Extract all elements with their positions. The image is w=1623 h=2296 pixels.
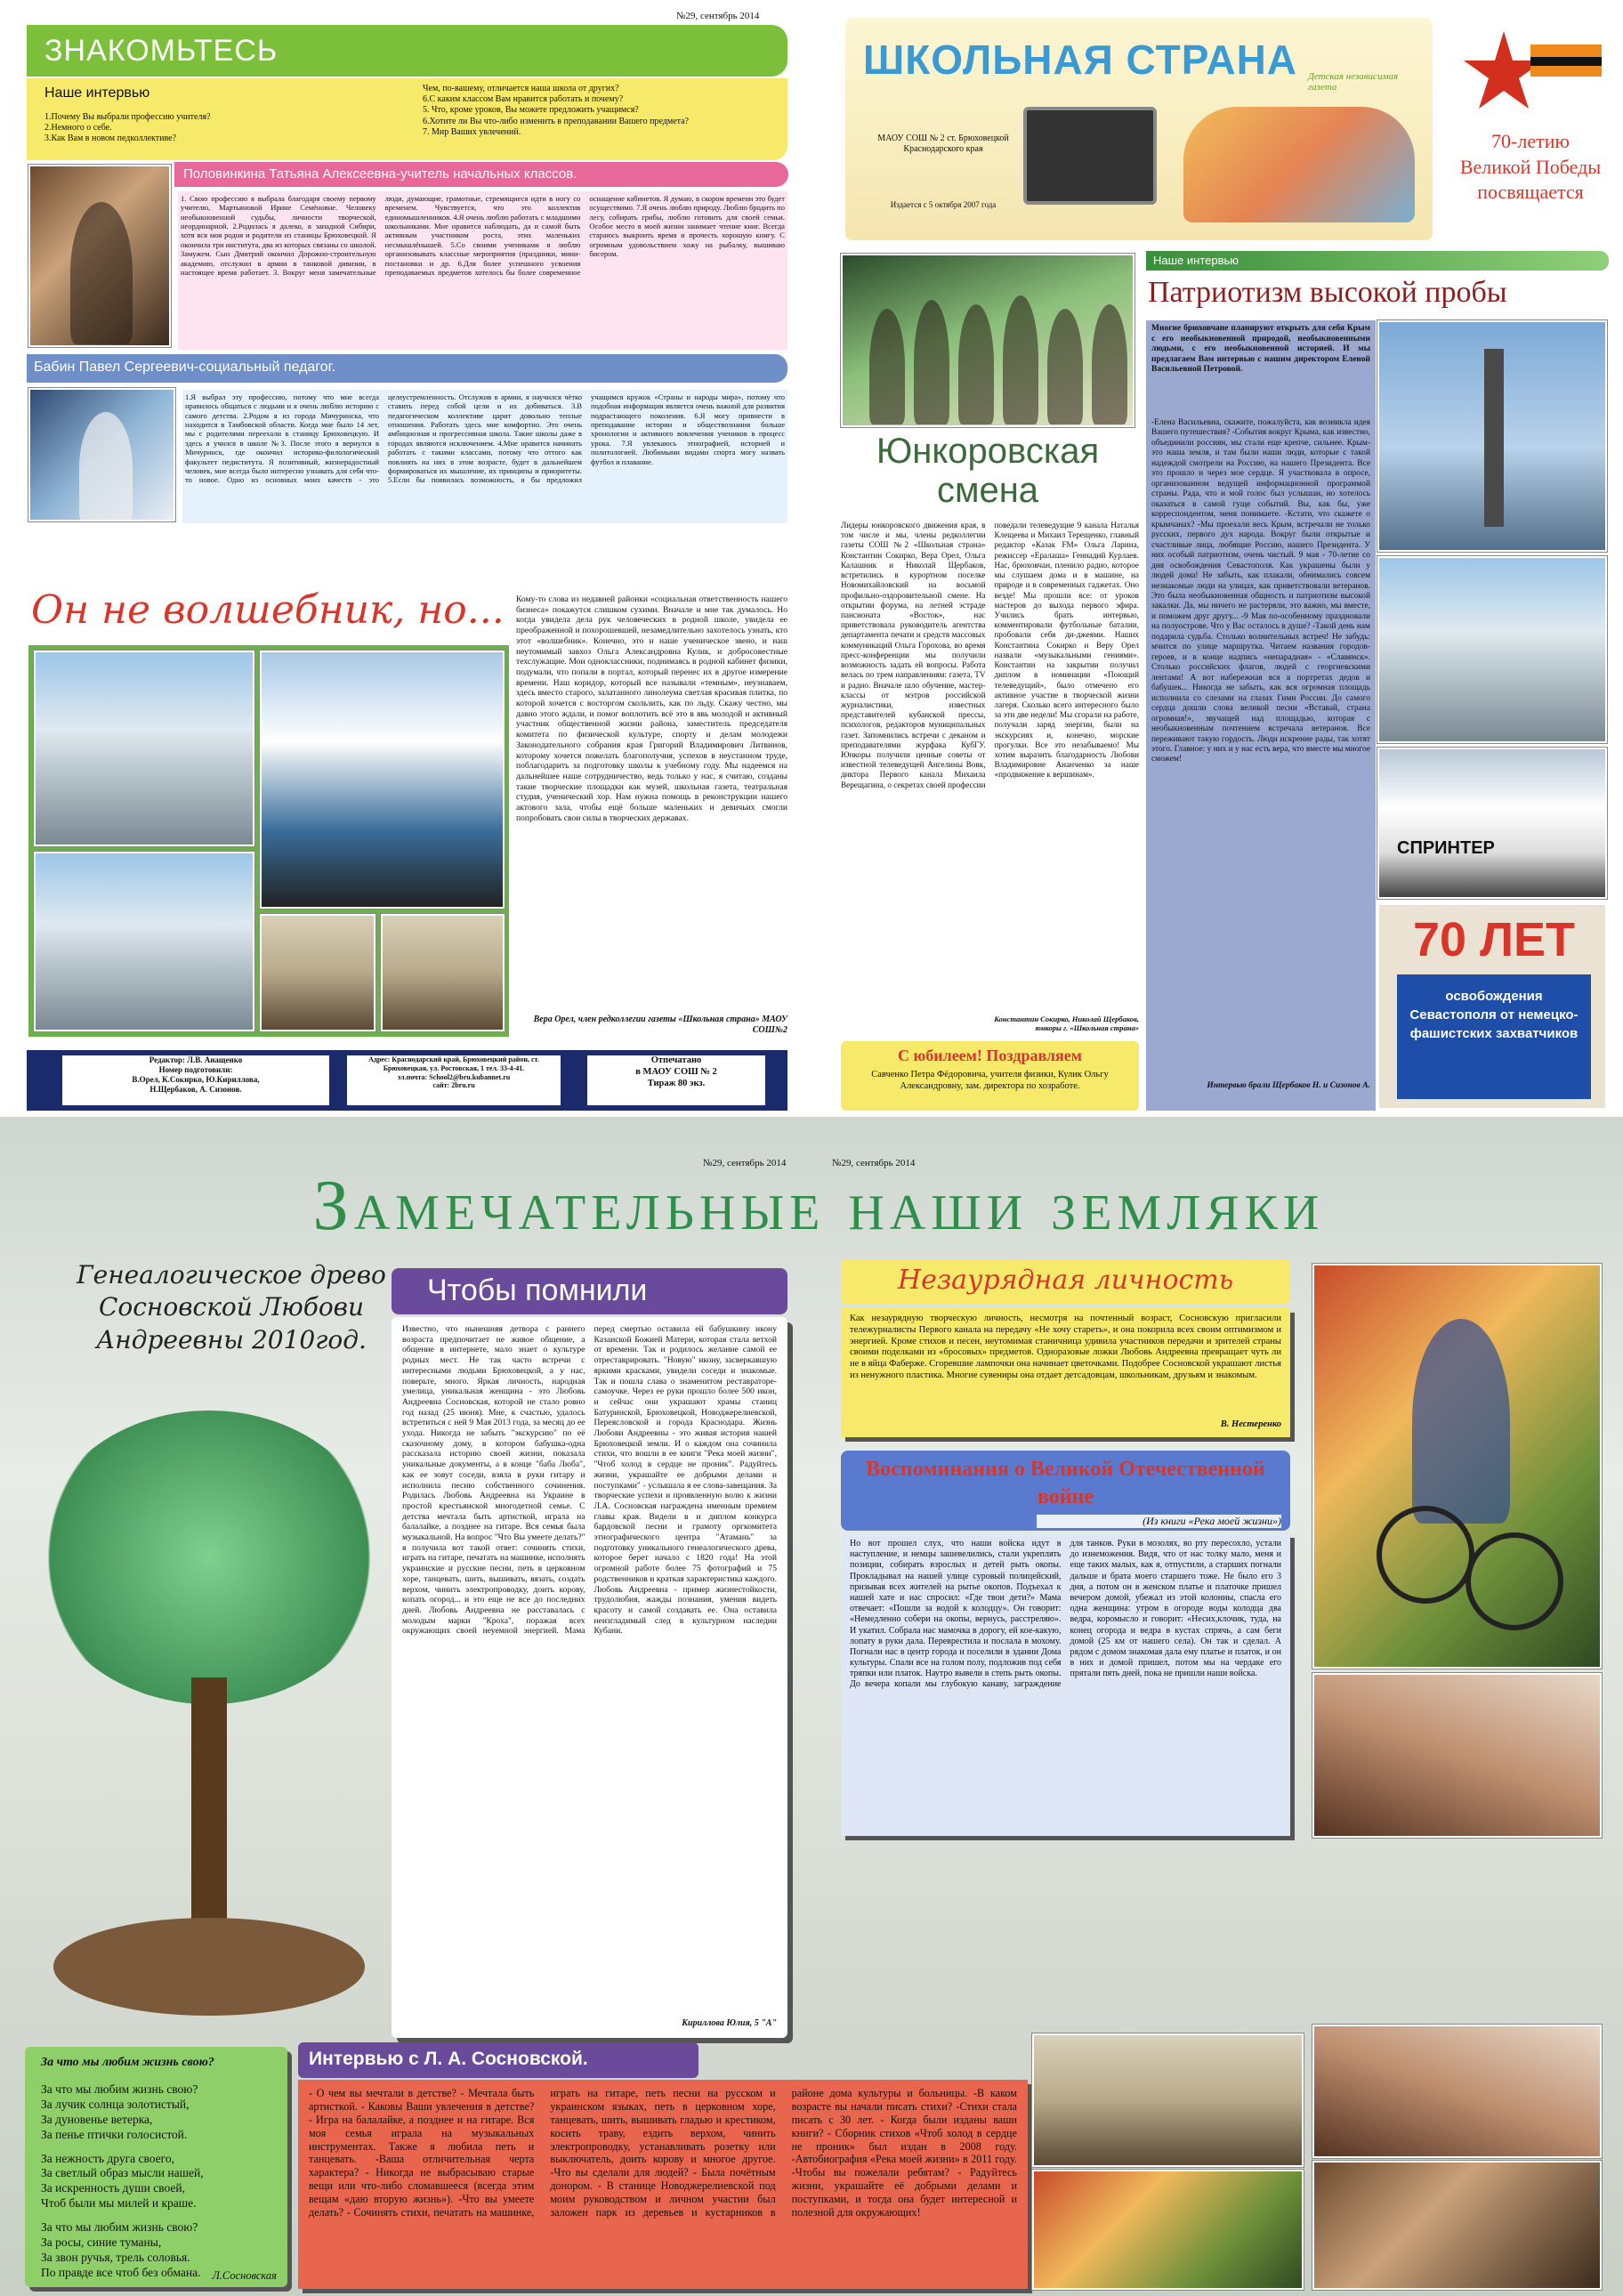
interview-questions-right: Чем, по-вашему, отличается наша школа от других? 6.С каким классом Вам нравится работать и почему? 5. Что, кроме уроков, Вы можете предложить учащимся? 6.Хотите ли Вы что-либо изменить в преподавании Вашего предмета? 7. Мир Ваших увлечений.: [423, 84, 689, 137]
victory-label: 70-летию Великой Победы посвящается: [1459, 130, 1602, 204]
remember-signature: Кириллова Юлия, 5 "А": [682, 2018, 777, 2028]
genealogy-tree: [18, 1411, 400, 2033]
poem-box: [25, 2047, 287, 2287]
book-photo: [1032, 2033, 1304, 2167]
top-spread: [0, 0, 1623, 1112]
footer-bar: [27, 1050, 787, 1111]
magician-photo-2: [260, 651, 505, 909]
masthead-title: ШКОЛЬНАЯ СТРАНА: [863, 36, 1298, 83]
remember-title: Чтобы помнили: [427, 1273, 648, 1307]
interview-box: [27, 78, 787, 160]
patriot-signature: Интервью брали Щербаков Н. и Сизонов А.: [1207, 1081, 1370, 1090]
teacher2-text: 1.Я выбрал эту профессию, потому что мне всегда нравилось общаться с людьми и я очень люблю историю с самого детства. 2.Родом я из города Мичуринска, что находится в Тамбовской области. Когда мне было 14 лет, мы с родителями переехали в станицу Брюховецкую. И здесь я учился в школе №3. После этого я вернулся в Мичуринск, где окончил историко-филологический факультет педиститута. Я позитивный, жизнерадостный человек, мне всегда было интересно узнавать для себя что-то новое. Одно из основных моих качеств - это целеустремленность. Отслужив в армии, я научился чётко ставить перед собой цели и их добиваться. 3.В педагогическом коллективе царит довольно теплые отношения. Работать здесь мне комфортно. Это очень амбициозная и прогрессивная школа. Такие школы даже в городах являются исключением. 4.Мне нравится начинать работать с такими классами, потому что оттого как повлиять на них в этом возрасте, будет в дальнейшем формироваться их мышление, их принципы и приоритеты. 5.Если бы появилась возможность, я бы предложил учащимся кружок «Страны и народы мира», потому что подобная информация является очень важной для развития подрастающего поколения. 6.Я могу привнести в преподавание истории и обществознания больше хронологии и активного вовлечения учеников в процесс урока. 7.Я увлекаюсь этнографией, историей и политологией. Любимыми видами спорта могу назвать футбол и плавание.: [182, 390, 787, 523]
bottom-spread: [0, 1117, 1623, 2296]
poster-70: [1377, 903, 1607, 1110]
magician-signature: Вера Орел, член редколлегии газеты «Школьная страна» МАОУ СОШ№2: [533, 1015, 787, 1036]
remember-text: Известно, что нынешняя детвора с раннего возраста предпочитает не живое общение, а общение в интернете, мало знает о культуре родных мест. Не так часто встречи с интересными людьми Брюховецкой, а у нас, поверьте, много. Яркая личность, народная умелица, уникальная женщина - это Любовь Андреевна Сосновская, которой не стало ровно год назад (25 июня). Мне, к счастью, удалось встретиться с ней 9 Мая 2013 года, за месяц до ее ухода. Никогда не забыть "экскурсию" по её сказочному дому, в котором бабушка-одна рассказала историю своей жизни, показала уникальные документы, а в конце "баба Люба", как ее зовут соседи, взяла в руки гитару и исполнила песню собственного сочинения. Родилась Любовь Андреевна на Украине в простой крестьянской многодетной семье. С детства мечтала быть артисткой, играла на балалайке, а позднее на гитаре. Вся семья была музыкальной. На вопрос "Что Вы умеете делать?" я получила вот такой ответ: сочинять стихи, играть на гитаре, печатать на машинке, исполнять украинские и русские песни, петь в церковном хоре, танцевать, шить, вышивать, вязать, создать верхом, чинить электропроводку, доить корову, копать огород... и это еще не все до последних дней. Любовь Андреевна не расставалась с молодым марки "Кроха", поражая всех окружающих своей неуемной энергией. Мама перед смертью оставила ей бабушкину икону Казанской Божией Матери, которая стала ветхой от времени. Так и родилось желание самой ее отреставрировать. "Новую" икону, засверкавшую яркими красками, увидели соседи и знакомые. Так и пошла слава о знаменитом реставраторе-самоучке. Через ее руки прошло более 500 икон, и сейчас они украшают храмы станиц Батуринской, Брюховецкой, Новоджерелиевской, Переясловской и города Краснодара. Жизнь Любови Андреевны - это живая история нашей Брюховецкой земли. И о каждом она сочинила стихи, что вошли в ее книги "Река моей жизни", "Чтоб холод в сердце не проник". Радуйтесь жизни, украшайте ее добрыми делами и поступками" - услышала я ее слова-завещания. За творческие успехи и проявленную волю к жизни Л.А. Сосновская награждена именным премием главы края. Видели в и диплом конкурса бардовской песни и грамоту оргкомитета этнографического центра "Атамань" за подготовку уникального генеалогического древа, которое берет начало с 1820 года! На этой огромной работе более 75 фотографий и 75 родственников и краткая характеристика каждого. Любовь Андреевна - пример жизнестойкости, трудолюбия, жажды познания, умения видеть красоту и самой создавать ее. Она оставила неизгладимый след в культурном наследии Кубани.: [402, 1324, 777, 1637]
junkor-photo: [841, 254, 1134, 427]
interview-questions-left: 1.Почему Вы выбрали профессию учителя? 2.Немного о себе. 3.Как Вам в новом педколлективе?: [44, 112, 211, 144]
war-title: Воспоминания о Великой Отечественной войне: [866, 1458, 1265, 1509]
interview-box: [298, 2080, 1028, 2289]
notable-header: [841, 1259, 1290, 1304]
masthead-school: МАОУ СОШ № 2 ст. Брюховецкой Краснодарского края: [877, 133, 1009, 155]
poem-title: За что мы любим жизнь свою?: [41, 2056, 214, 2069]
teacher2-photo: [28, 388, 175, 521]
header-title: ЗНАКОМЬТЕСЬ: [44, 34, 279, 68]
war-text: Но вот прошел слух, что наши войска идут в наступление, и немцы зашевелились, стали укреплять позиции, собирать взрослых и детей рыть окопы. Прокладывал на нашей улице суровый полицейский, призывая всех жителей на рытье окопов. Подъехал к нашей хате и нас спросил: «Где твои дети?» Мама отвечает: «Пошли за водой к колодцу». Он говорит: «Немедленно собери на окопы, вернусь, расстреляю». И укатил. Собрала нас мамочка в дорогу, ей кое-какую, лопату в руки дала. Переврестила и послала в мохому. Погнали нас в центр города и поселили в здании Дома культуры. Спали все на голом полу, подложив под себя тряпки или платок. Наутро вывели в степь рыть окопы. До вечера копали мы глубокую канаву, заграждение для танков. Руки в мозолях, во рту пересохло, устали до изнеможения. Видя, что от нас толку мало, меня и еще таких малых, как я, отпустили, а старших погнали дальше и брата моего старшего тоже. Не было его 3 дня, а потом он в женском платье и платочке пришел вечером домой, убежал из этой колонны, спасла его одна женщина: утром в огороде воды колодца два ведра, коромысло и говорит: «Несих,клочик, туда, на конец огорода и ведра в кустах спрячь, а сам беги домой (25 км от нашего села). Он так и сделал. А рядом с домом знакомая дала ему платье и платок, и он в них и домой пришел, потом мы на чердаке его прятали пять дней, пока не пришли наши войска.: [850, 1539, 1281, 1690]
interview-tab-label: Наше интервью: [1153, 254, 1239, 267]
war-box: [841, 1533, 1290, 1836]
notable-title: Незаурядная личность: [897, 1265, 1234, 1296]
interview-header: [298, 2042, 698, 2078]
tree-title: Генеалогическое древо Сосновской Любови Андреевны 2010год.: [77, 1260, 386, 1354]
magician-photo-5: [381, 914, 505, 1031]
kitchen-photo: [1312, 2025, 1602, 2158]
teacher2-header: [27, 354, 787, 383]
poster-small: освобождения Севастополя от немецко-фашистских захватчиков: [1397, 974, 1591, 1099]
teacher1-photo: [28, 165, 171, 347]
sosnovskaya-crafts-photo: [1312, 1673, 1602, 1838]
patriot-text: -Елена Васильевна, скажите, пожалуйста, как возникла идея Вашего путешествия? -События вокруг Крыма, как известно, объединили россиян, мы стали еще крепче, сильнее. Крым-это наша земля, и там были наши люди, которые с такой надеждой смотрели на Россию, на нашего Президента. Все это прошло и через мое сердце. Я участвовала в опросе, организованном ведущей информационной программой страны. Рада, что и мой голос был услышан, но хотелось оказаться в самой гуще событий. Вы, как бы, уже корреспондентом, меня понимаете. -Кстати, что скажете о крымчанах? -Мы проехали весь Крым, встречали не только русских, первого дух народа. Вокруг были открытые и счастливые лица, любящие Россию, нашего Президента. У них особый патриотизм, очень чистый. 9 мая - 70-летие со дня освобождения Севастополя. Как украшены были у людей дома! Не забыть, как плакали, обнимались совсем незнакомые люди на улицах, как приветствовали ветеранов. Это была необыкновенная общность и патриотизм высокой закалки. Да, мы ничего не растеряли, это важно, мы вместе, и поможем друг другу... -9 Мая по-особенному праздновали на полуострове. Что у Вас осталось в душе? -Такой день нам подарила судьба. Столько волнительных встреч! Не забудь: мчится по улице маршрутка. Читаем названия городов-героев, и в конце надпись «непарадная» - «Славянск». Столько российских флагов, людей с георгиевскими лентами! А вот набережная вся в портретах дедов и бабушек... Никогда не забыть, как вся огромная площадь исполнила со слезами на глазах Гимн России. До самого сердца дошли слова великой песни «Вставай, страна огромная!», звучащей над площадью, которая с необыкновенным почтением встречала ветеранов. Все переживают такую гордость. Люди искренне рады, так хотят этого. Главное: у них и у нас есть вера, что вместе мы многое сможем!: [1151, 418, 1370, 764]
teacher1-header: [174, 162, 788, 187]
granddaughter-photo: [1312, 2161, 1602, 2290]
footer-address: Адрес: Краснодарский край, Брюховецкий район, ст. Брюховецкая, ул. Ростовская, 1 тел. 33-4-41. эл.почта: School2@bru.kubannet.ru сайт: 2bru.ru: [347, 1055, 561, 1105]
footer-editor: Редактор: Л.В. Анащенко Номер подготовили: В.Орел, К.Сокирко, Ю.Кириллова, Н.Щербаков, А. Сизонов.: [62, 1055, 329, 1105]
issue-label-right-b: №29, сентябрь 2014: [832, 1158, 916, 1168]
magician-text: Кому-то слова из недавней районки «социальная ответственность нашего бизнеса» покажутся слишком сухими. Вначале и мне так думалось. Но когда увидела дела рук человеческих в родной школе, увидела ее преображенной и похорошевшей, незамедлительно захотелось узнать, кто этот «волшебник». Конечно, это и наше ученическое звено, и наш неутомимый завхоз Ольга Александровна Кулик, и добросовестные техслужащие. Мои одноклассники, поднимаясь в родной кабинет физики, подумали, что попали в портал, который перенес их в другое измерение времени. Наш коридор, который все называли «темным», неузнаваем, здесь вместо старого, залатанного линолеума светлая красивая плитка, по которой хочется с восторгом скользить, как по льду. Скажу честно, мы давно этого ждали, и помог воплотить всё это в явь молодой и активный участник общественной жизни района, заместитель председателя комитета по физической культуре, спорту и делам молодежи Законодательного собрания края Григорий Владимирович Литвинов, которому хочется пожелать благополучия, успехов в неустанном труде, поблагодарить за подготовку школы к учебному году. Мы надеемся на дальнейшее наше сотрудничество, ведь только у нас, я считаю, созданы такие творческие площадки как музей, школьная газета, театральная студия, ученический хор. Нам нужна помощь в реконструкции нашего актового зала, чтобы ещё больше маленьких и девичьих смогли попробовать свои силы в творческих державах.: [516, 594, 787, 823]
magician-title: Он не волшебник, но...: [31, 587, 505, 633]
masthead-laptop: [1023, 107, 1157, 205]
notable-box: [841, 1308, 1290, 1437]
jubilee-text: Савченко Петра Фёдоровича, учителя физики, Кулик Ольгу Александровну, зам. директора по хозработе.: [871, 1070, 1109, 1091]
junkor-text: Лидеры юнкоровского движения края, в том числе и мы, члены редколлегии газеты СОШ №2 «Школьная страна» Константин Сокирко, Вера Орел, Ольга Калашник и Николай Щербаков, встретились в курортном поселке Новомихайловский на восьмой профильно-оздоровительной смене. На открытии форума, на летней эстраде пансионата «Восток», нас приветствовала руководитель агентства департамента печати и средств массовых коммуникаций Ольга Горохова, во время пресс-конференции мы получили возможность задать ей вопросы. Работа велась по трем направлениям: газета, TV и радио. Вначале шло обучение, мастер-классы от мэтров российской журналистики, известных представителей кубанской прессы, психологов, редакторов муниципальных газет. Запомнились встречи с деканом и преподавателями журфака КубГУ. Юнкоры получили ценные советы от известной телеведущей Ангелины Вовк, диктора Первого канала Михаила Верещагина, о секретах своей профессии поведали телеведущие 9 канала Наталья Клещеева и Михаил Терещенко, главный редактор «Казак FM» Ольга Ларина, режиссер «Ералаша» Геннадий Курлаев. Нас, брюховчан, пленило радио, которое мы слушаем дома и в машине, на природе и в современных гаджетах. Оно везде! Мы прошли все: от уроков мастеров до выхода первого эфира. Учились брать интервью, комментировали футбольные баталии, пробовали себя ди-джеями. Наших Константина Сокирко и Веру Орел назвали «музыкальными гениями». Константин на закрытии получил диплом в номинации «Поющий телеведущий», было отмечено его активное участие в творческой жизни лагеря. Сколько всего интересного было за эти две недели! Мы сгорали на работе, получали заряд энергии, были на экскурсиях и, конечно, морские прогулки. Все это незабываемо! Мы хотим выразить благодарность Любови Владимировне Ананченко за наше «продвижение к вершинам».: [841, 521, 1139, 789]
war-subtitle: (Из книги «Река моей жизни»): [1037, 1515, 1281, 1528]
teacher2-title: Бабин Павел Сергеевич-социальный педагог.: [34, 360, 336, 375]
header-znakomtes: [27, 25, 787, 77]
issue-label-left: №29, сентябрь 2014: [676, 11, 760, 21]
magician-photo-3: [34, 852, 254, 1031]
magician-photo-1: [34, 651, 254, 846]
masthead-kids: [1183, 107, 1415, 222]
bus-text: СПРИНТЕР: [1397, 838, 1495, 858]
magician-photo-4: [260, 914, 375, 1031]
patriot-photo-1: [1377, 320, 1607, 552]
interview-box-title: Наше интервью: [44, 85, 150, 101]
sosnovskaya-bike-photo: [1312, 1264, 1602, 1669]
remember-box: [392, 1317, 787, 2038]
patriot-title: Патриотизм высокой пробы: [1148, 276, 1507, 309]
patriot-photo-bus: [1377, 748, 1607, 899]
poem-lines: За что мы любим жизнь свою? За лучик солнца золотистый, За дуновенье ветерка, За пенье птички голосистой. За нежность друга своего, За светлый образ мысли нашей, За искренность души своей, Чтоб были мы милей и краше. За что мы любим жизнь свою? За росы, синие туманы, За звон ручья, трель соловья. По правде все чтоб без обмана.: [41, 2082, 204, 2279]
war-header: [841, 1451, 1290, 1531]
poem-signature: Л.Сосновская: [212, 2269, 277, 2282]
masthead-founded: Издается с 5 октября 2007 года: [890, 200, 997, 209]
notable-text: Как незаурядную творческую личность, несмотря на почтенный возраст, Сосновскую пригласили тележурналисты Первого канала на передачу «Не хочу стареть», и она покорила всех своим оптимизмом и энергией. Кроме стихов и песен, неутомимая станичница удивила участников передачи и зрителей страны своими поделками из «бросовых» предметов. Одноразовые ложки Любовь Андреевна превращает чуть ли не в яйца Фаберже. Сгоревшие лампочки она начинает цветочками. Подобреe Сосновской украшают листья из ненужного пластика. Многие сувениры она отдает детсадовцам, школьникам, друзьям и знакомым.: [850, 1314, 1281, 1380]
junkor-title: Юнкоровская смена: [876, 432, 1100, 510]
junkor-signature: Константин Сокирко, Николай Щербаков, юнкоры г. «Школьная страна»: [994, 1015, 1139, 1033]
jubilee-title: С юбилеем! Поздравляем: [897, 1047, 1083, 1064]
magician-photos: [28, 645, 509, 1037]
patriot-photo-2: [1377, 556, 1607, 743]
victory-star: [1459, 27, 1602, 116]
footer-print: Отпечатано в МАОУ СОШ № 2 Тираж 80 экз.: [587, 1055, 765, 1105]
teacher1-text: 1. Свою профессию я выбрала благодаря своему первому учителю, Мартьяновой Ирине Семёновне. Человеку необыкновенной судьбы, личности творческой, неординарной. 2.Родилась я далеко, в западной Сибири, хотя вся моя родня и родители из станицы Брюховецкой. Я окончила три института, два из которых связаны со школой. Замужем. Сын Дмитрий окончил Дорожно-строительную академию, отслужил в армии в танковой дивизии, в настоящее время работает. 3. Вокруг меня замечательные люди, думающие, грамотные, стремящиеся идти в ногу со временем. Чувствуется, что это коллектив единомышленников. 4.Я очень люблю работать с младшими школьниками. Мне нравится наблюдать, да и самой быть активным участником роста, этих маленьких несмышлёнышей. 5.Со своими учениками я люблю организовывать классные мероприятия (праздники, мини-постановки и др. 6.Для более успешного усвоения преподаваемых предметов хотелось бы более современное оснащение кабинетов. Я думаю, в скором времени это будет осуществимо. 7.Я очень люблю природу. Люблю бродить по лесу, собирать грибы, люблю готовить для своей семьи. Особое место в моей жизни занимает чтение книг. Всегда стараюсь выкроить время и прочесть хорошую книгу. С огромным удовольствием хожу на рыбалку, вышиваю бисером.: [178, 191, 787, 350]
masthead-sub: Детская независимая газета: [1308, 71, 1399, 93]
bottom-header-title: Замечательные наши земляки: [312, 1167, 1325, 1245]
jubilee-box: [841, 1041, 1139, 1111]
crafts-table-photo: [1032, 2170, 1304, 2290]
masthead: [845, 18, 1433, 240]
notable-signature: В. Нестеренко: [1220, 1419, 1281, 1429]
patriot-lead: Многие брюховчане планируют открыть для себя Крым с его необыкновенной природой, необыкновенными людьми, с его необыкновенной историей. И мы предлагаем Вам интервью с нашим директором Еленой Васильевной Петровой.: [1151, 324, 1370, 375]
interview-title: Интервью с Л. А. Сосновской.: [309, 2049, 588, 2069]
teacher1-title: Половинкина Татьяна Алексеевна-учитель начальных классов.: [183, 166, 577, 182]
poster-big: 70 ЛЕТ: [1413, 913, 1575, 966]
patriot-panel: [1146, 320, 1376, 1111]
remember-header: [392, 1268, 787, 1314]
issue-label-left-b: №29, сентябрь 2014: [703, 1158, 787, 1168]
interview-text: - О чем вы мечтали в детстве? - Мечтала быть артисткой. - Каковы Ваши увлечения в детстве? - Игра на балалайке, а позднее и на гитаре. Вся моя семья играла на музыкальных инструментах. Также я любила петь и танцевать. -Ваша отличительная черта характера? - Никогда не выбрасываю старые вещи или что-либо сломавшееся (всегда этим вещам «даю вторую жизнь»). -Что вы умеете делать? - Сочинять стихи, печатать на машинке, играть на гитаре, петь песни на русском и украинском языках, петь в церковном хоре, танцевать, шить, вышивать гладью и крестиком, косить траву, ездить верхом, чинить электропроводку, устанавливать розетку или выключатель, доить корову и многое другое. -Что вы сделали для людей? - Была почётным донором. - В станице Новоджерелиевской под моим руководством и личном участии был заложен парк из деревьев и кустарников в районе дома культуры и больницы. -В каком возрасте вы начали писать стихи? -Стихи стала писать с 30 лет. - Когда были изданы ваши книги? - Сборник стихов «Чтоб холод в сердце не проник» был издан в 2008 году. -Автобиография «Река моей жизни» в 2011 году. -Чтобы вы пожелали ребятам? - Радуйтесь жизни, украшайте её добрыми делами и поступками, и тогда она будет интересной и полезной для окружающих!: [309, 2087, 1017, 2219]
interview-tab: [1146, 251, 1609, 271]
